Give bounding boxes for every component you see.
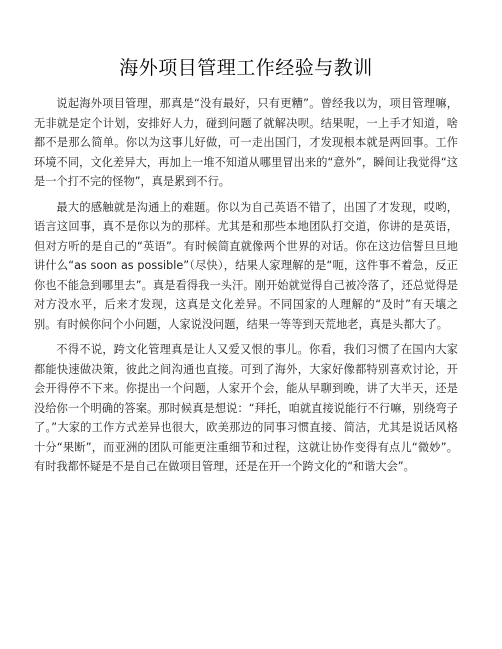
- paragraph-language-barrier: 最大的感触就是沟通上的难题。你以为自己英语不错了，出国了才发现，哎哟，语言这回事，真不是你以为的那样。尤其是和那些本地团队打交道，你讲的是英语，但对方听的是自己的“英语”。有时候简直就像两个世界的对话。你在这边信誓旦旦地讲什么“as soon as possible”（尽快），结果人家理解的是“呃，这件事不着急，反正你也不能急到哪里去”。真是看得我一头汗。刚开始就觉得自己被冷落了，还总觉得是对方没水平，后来才发现，这真是文化差异。不同国家的人理解的“及时”有天壤之别。有时候你问个小问题，人家说没问题，结果一等等到天荒地老，真是头都大了。: [34, 200, 458, 331]
- document-title: 海外项目管理工作经验与教训: [119, 57, 373, 79]
- paragraph-cross-culture: 不得不说，跨文化管理真是让人又爱又恨的事儿。你看，我们习惯了在国内大家都能快速做决策，彼此之间沟通也直接。可到了海外，大家好像都特别喜欢讨论，开会开得停不下来。你提出一个问题，人家开个会，能从早聊到晚，讲了大半天，还是没给你一个明确的答案。那时候真是想说：“拜托，咱就直接说能行不行嘛，别绕弯子了。”大家的工作方式差异也很大，欧美那边的同事习惯直接、简洁，尤其是说话风格十分“果断”，而亚洲的团队可能更注重细节和过程，这就让协作变得有点儿“微妙”。有时我都怀疑是不是自己在做项目管理，还是在开一个跨文化的“和谐大会”。: [34, 343, 458, 473]
- paragraph-communication-intro: 说起海外项目管理，那真是“没有最好，只有更糟”。曾经我以为，项目管理嘛，无非就是定个计划，安排好人力，碰到问题了就解决呗。结果呢，一上手才知道，啥都不是那么简单。你以为这事儿好做，可一走出国门，才发现根本就是两回事。工作环境不同，文化差异大，再加上一堆不知道从哪里冒出来的“意外”，瞬间让我觉得“这是一个打不完的怪物”，真是累到不行。: [34, 97, 458, 188]
